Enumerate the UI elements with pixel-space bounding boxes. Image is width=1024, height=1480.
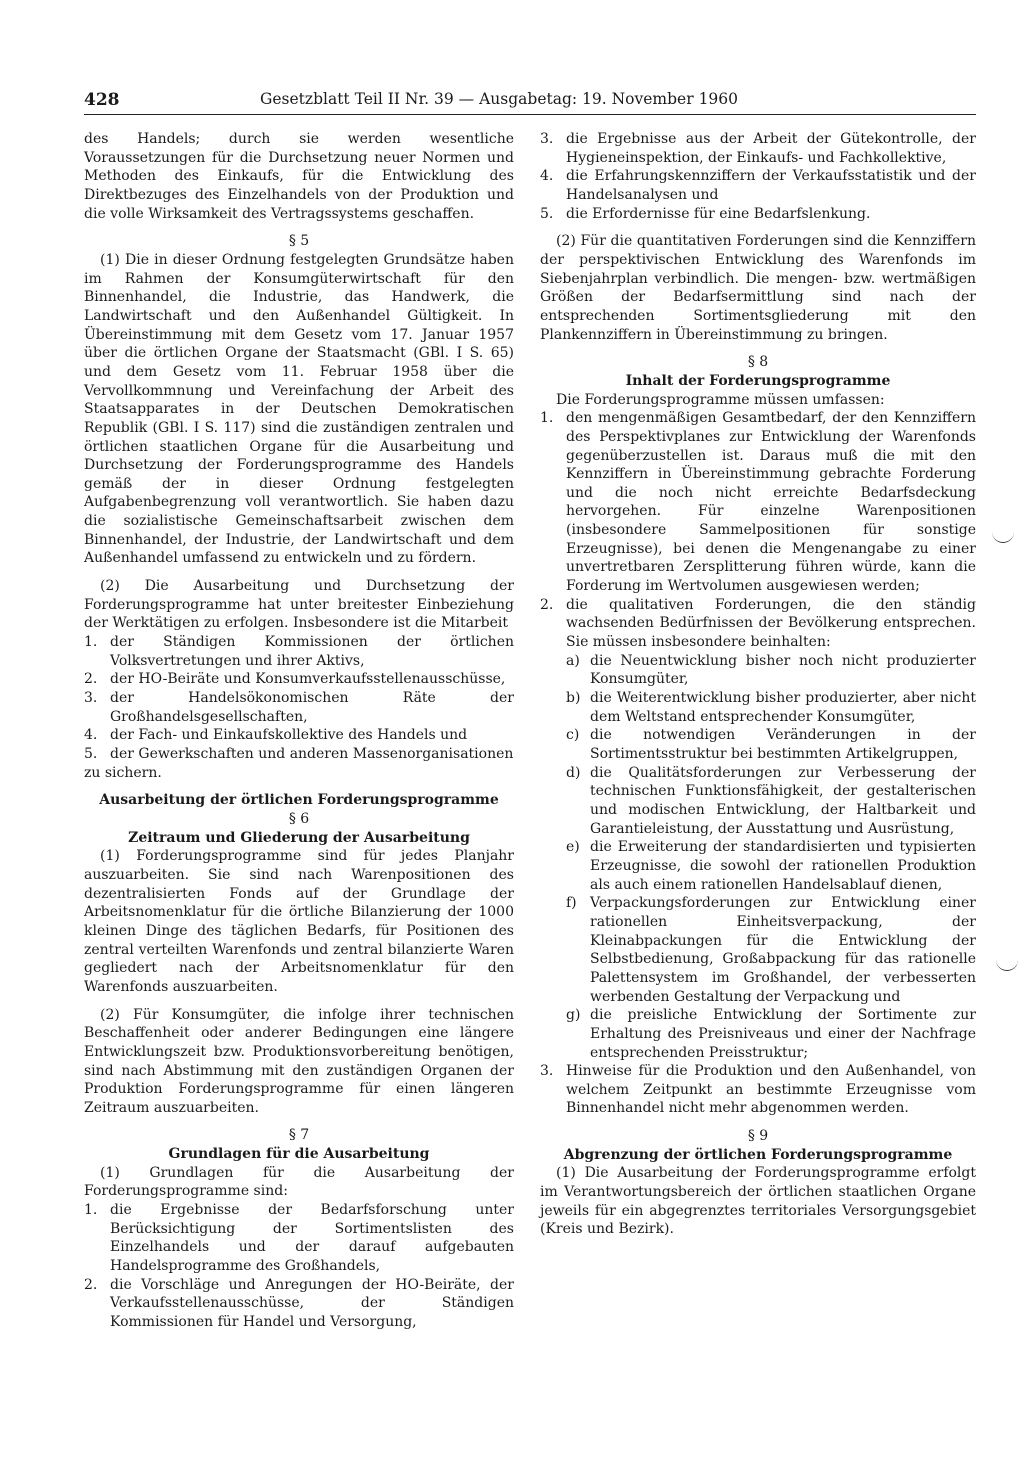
sub-list-item-letter: c)	[566, 727, 580, 744]
sub-list-item	[566, 652, 976, 689]
section-9-paragraph-1: (1) Die Ausarbeitung der Forderungsprogramme erfolgt im Verantwortungsbereich der örtlichen staatlichen Organe jeweils für ein abgegrenztes territoriales Versorgungsgebiet (Kreis und Bezirk).	[540, 1165, 976, 1238]
section-6-paragraph-1: (1) Forderungsprogramme sind für jedes Planjahr auszuarbeiten. Sie sind nach Warenpositionen des dezentralisierten Fonds auf der Grundlage der Arbeitsnomenklatur für die örtliche Bilanzierung der 1000 kleinen Dinge des täglichen Bedarfs, für Positionen des zentral verteilten Warenfonds und zentral bilanzierte Waren gegliedert nach der Arbeitsnomenklatur für den Warenfonds auszuarbeiten.	[84, 848, 514, 995]
sub-list-item-letter: b)	[566, 690, 581, 707]
intro-paragraph: des Handels; durch sie werden wesentliche Voraussetzungen für die Durchsetzung neuer Normen und Methoden des Einkaufs, für die Entwicklung des Direktbezuges des Einzelhandels von der Produktion und die volle Wirksamkeit des Vertragssystems geschaffen.	[84, 131, 514, 222]
list-item-text: der Fach- und Einkaufskollektive des Handels und	[110, 727, 468, 744]
list-item	[540, 596, 976, 652]
section-8-heading: § 8	[747, 354, 769, 371]
list-item	[540, 409, 976, 596]
sub-list-item-letter: f)	[566, 895, 577, 912]
section-6-paragraph-2: (2) Für Konsumgüter, die infolge ihrer technischen Beschaffenheit oder anderer Bedingungen eine längere Entwicklungszeit bzw. Produktionsvorbereitung benötigen, sind nach Abstimmung mit den zuständigen Organen der Produktion Forderungsprogramme für einen längeren Zeitraum auszuarbeiten.	[84, 1006, 514, 1116]
page-number: 428	[84, 90, 120, 110]
list-item-number: 2.	[84, 671, 98, 688]
section-9-heading: § 9	[747, 1128, 769, 1145]
sub-list-item	[566, 764, 976, 839]
section-5-paragraph-2: (2) Die Ausarbeitung und Durchsetzung der Forderungsprogramme hat unter breitester Einbeziehung der Werktätigen zu erfolgen. Insbesondere ist die Mitarbeit	[84, 578, 514, 632]
list-item-text: der Gewerkschaften und anderen Massenorganisationen	[110, 746, 514, 762]
sub-list-item-text: die preisliche Entwicklung der Sortimente zur Erhaltung des Preisniveaus und einer der Nachfrage entsprechenden Preisstruktur;	[590, 1007, 976, 1061]
sub-list-item	[566, 726, 976, 763]
section-9-title: Abgrenzung der örtlichen Forderungsprogramme	[563, 1146, 953, 1163]
sub-list-item	[566, 894, 976, 1006]
list-item-number: 3.	[84, 690, 98, 707]
margin-pencil-mark	[996, 960, 1018, 971]
list-item-text: der Handelsökonomischen Räte der Großhandelsgesellschaften,	[110, 690, 514, 725]
part-title-local-programs: Ausarbeitung der örtlichen Forderungsprogramme	[99, 792, 499, 809]
list-item	[540, 130, 976, 167]
list-item	[540, 205, 976, 224]
list-item-text: Hinweise für die Produktion und den Außenhandel, von welchem Zeitpunkt an bestimmte Erzeugnisse vom Binnenhandel nicht mehr abgenommen werden.	[566, 1063, 976, 1117]
list-item	[84, 689, 514, 726]
section-5-closing: zu sichern.	[84, 764, 162, 781]
list-item	[84, 633, 514, 670]
list-item-number: 1.	[84, 1202, 98, 1219]
section-6-heading: § 6	[288, 810, 310, 827]
list-item-number: 5.	[84, 746, 98, 762]
margin-pencil-mark	[992, 532, 1014, 543]
section-7-paragraph-1: (1) Grundlagen für die Ausarbeitung der Forderungsprogramme sind:	[84, 1164, 514, 1200]
sub-list-item	[566, 689, 976, 726]
section-8-intro: Die Forderungsprogramme müssen umfassen:	[556, 391, 885, 408]
list-item-number: 5.	[540, 205, 554, 222]
list-item	[84, 1276, 514, 1332]
sub-list-item-text: Verpackungsforderungen zur Entwicklung einer rationellen Einheitsverpackung, der Kleinabpackungen für die Entwicklung der Selbstbedienung, Großabpackung für das rationelle Palettensystem im Großhandel, der verbesserten werbenden Gestaltung der Verpackung und	[590, 895, 976, 1005]
sub-list-item-text: die Weiterentwicklung bisher produzierter, aber nicht dem Weltstand entsprechender Konsumgüter,	[590, 690, 976, 725]
list-item	[84, 1201, 514, 1276]
sub-list-item-text: die Neuentwicklung bisher noch nicht produzierter Konsumgüter,	[590, 652, 976, 688]
list-item	[84, 745, 514, 764]
section-7-heading: § 7	[288, 1127, 310, 1144]
list-item	[84, 726, 514, 745]
left-column	[84, 130, 514, 1332]
list-item-number: 2.	[540, 596, 554, 613]
list-item	[540, 167, 976, 204]
section-7-list-continued	[540, 130, 976, 223]
list-item-text: die qualitativen Forderungen, die den ständig wachsenden Bedürfnissen der Bevölkerung entsprechen. Sie müssen insbesondere beinhalten:	[566, 596, 976, 651]
list-item-number: 3.	[540, 1063, 554, 1080]
section-8-title: Inhalt der Forderungsprogramme	[625, 372, 891, 389]
list-item-text: der HO-Beiräte und Konsumverkaufsstellenausschüsse,	[110, 671, 506, 688]
sub-list-item-text: die Erweiterung der standardisierten und typisierten Erzeugnisse, die sowohl der rationellen Produktion als auch einem rationellen Handelsablauf dienen,	[590, 839, 976, 893]
sub-list-item-text: die Qualitätsforderungen zur Verbesserung der technischen Funktionsfähigkeit, der gestalterischen und modischen Entwicklung, der Haltbarkeit und Garantieleistung, der Ausstattung und Ausrüstung,	[590, 764, 976, 837]
list-item-number: 3.	[540, 131, 554, 147]
section-7-list	[84, 1201, 514, 1332]
list-item-text: der Ständigen Kommissionen der örtlichen Volksvertretungen und ihrer Aktivs,	[110, 634, 514, 669]
section-7-title: Grundlagen für die Ausarbeitung	[168, 1146, 430, 1163]
section-6-title: Zeitraum und Gliederung der Ausarbeitung	[128, 829, 470, 846]
section-8-sublist	[566, 652, 976, 1062]
list-item-number: 4.	[84, 727, 98, 744]
sub-list-item	[566, 838, 976, 894]
list-item-number: 1.	[540, 410, 554, 427]
list-item-number: 1.	[84, 634, 98, 651]
list-item	[84, 670, 514, 689]
page-header	[84, 88, 976, 115]
sub-list-item-letter: a)	[566, 652, 580, 669]
list-item-number: 2.	[84, 1276, 98, 1293]
list-item-text: die Ergebnisse der Bedarfsforschung unter Berücksichtigung der Sortimentslisten des Einzelhandels und der darauf aufgebauten Handelsprogramme des Großhandels,	[110, 1202, 514, 1275]
list-item-text: die Vorschläge und Anregungen der HO-Beiräte, der Verkaufsstellenausschüsse, der Ständigen Kommissionen für Handel und Versorgung,	[110, 1276, 514, 1331]
list-item-text: die Erfordernisse für eine Bedarfslenkung.	[566, 205, 871, 222]
sub-list-item-text: die notwendigen Veränderungen in der Sortimentsstruktur bei bestimmten Artikelgruppen,	[590, 727, 976, 762]
list-item-text: die Erfahrungskennziffern der Verkaufsstatistik und der Handelsanalysen und	[566, 168, 976, 203]
sub-list-item-letter: d)	[566, 764, 581, 781]
list-item-number: 4.	[540, 168, 554, 185]
section-5-heading: § 5	[288, 233, 310, 250]
section-5-paragraph-1: (1) Die in dieser Ordnung festgelegten Grundsätze haben im Rahmen der Konsumgüterwirtschaft für den Binnenhandel, die Industrie, das Handwerk, die Landwirtschaft und den Außenhandel Gültigkeit. In Übereinstimmung mit dem Gesetz vom 17. Januar 1957 über die örtlichen Organe der Staatsmacht (GBl. I S. 65) und dem Gesetz vom 11. Februar 1958 über die Vervollkommnung und Vereinfachung der Arbeit des Staatsapparates in der Deutschen Demokratischen Republik (GBl. I S. 117) sind die zuständigen zentralen und örtlichen staatlichen Organe für die Ausarbeitung und Durchsetzung der Forderungsprogramme des Handels gemäß der in dieser Ordnung festgelegten Aufgabenbegrenzung voll verantwortlich. Sie haben dazu die sozialistische Gemeinschaftsarbeit zwischen dem Binnenhandel, der Industrie, der Landwirtschaft und dem Außenhandel umfassend zu entwickeln und zu fördern.	[84, 251, 514, 567]
running-title: Gesetzblatt Teil II Nr. 39 — Ausgabetag: 19. November 1960	[260, 90, 739, 108]
list-item	[540, 1062, 976, 1118]
section-5-list	[84, 633, 514, 764]
sub-list-item-letter: g)	[566, 1007, 581, 1024]
section-7-paragraph-2: (2) Für die quantitativen Forderungen sind die Kennziffern der perspektivischen Entwicklung des Warenfonds im Siebenjahrplan verbindlich. Die mengen- bzw. wertmäßigen Größen der Bedarfsermittlung sind nach der entsprechenden Sortimentsgliederung mit den Plankennziffern in Übereinstimmung zu bringen.	[540, 233, 976, 343]
right-column	[540, 130, 976, 1239]
sub-list-item-letter: e)	[566, 839, 580, 856]
list-item-text: den mengenmäßigen Gesamtbedarf, der den Kennziffern des Perspektivplanes zur Entwicklung der Warenfonds gegenüberzustellen ist. Daraus muß die mit den Kennziffern in Übereinstimmung gebrachte Forderung und die noch nicht erreichte Bedarfsdeckung hervorgehen. Für einzelne Warenpositionen (insbesondere Sammelpositionen für sonstige Erzeugnisse), bei denen die Mengenangabe zu einer unvertretbaren Zersplitterung führen würde, kann die Forderung im Wertvolumen ausgewiesen werden;	[566, 410, 976, 595]
sub-list-item	[566, 1006, 976, 1062]
list-item-text: die Ergebnisse aus der Arbeit der Gütekontrolle, der Hygieneinspektion, der Einkaufs- und Fachkollektive,	[566, 131, 976, 166]
